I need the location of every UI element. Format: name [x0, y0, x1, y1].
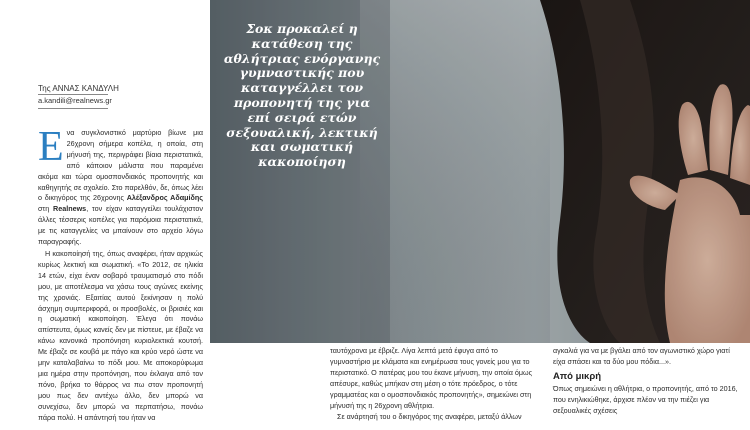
article-column-left [38, 124, 203, 424]
byline-divider [38, 94, 108, 95]
publication-name: Realnews [53, 204, 87, 214]
paragraph-text: , τον είχαν καταγγείλει τουλάχιστον άλλες τέσσερις κοπέλες για παρόμοια περιστατικά, με τις καταγγελίες να μπαίνουν στο αρχείο λόγω παραγραφής. [38, 204, 203, 247]
article-column-middle [330, 345, 540, 422]
byline-author: Της ΑΝΝΑΣ ΚΑΝΔΥΛΗ [38, 84, 119, 93]
paragraph-text: στη [38, 204, 54, 214]
article-paragraph: αγκαλιά για να με βγάλει από τον αγωνιστικό χώρο γιατί είχα σπάσει και τα δύο μου πόδια...». [553, 346, 730, 366]
drop-cap: Ε [38, 124, 64, 170]
section-subhead: Από μικρή [553, 371, 602, 382]
article-paragraph: ταυτόχρονα με έβριζε. Λίγα λεπτά μετά έφυγα από το γυμναστήριο με κλάματα και ενημέρωσα τους γονείς μου για το περιστατικό. Ο πατέρας μου του έκανε μήνυση, την οποία όμως απέσυρε, καθώς μπήκαν στη μέση ο τότε πρόεδρος, ο τότε γραμματέας και ο ομοσπονδιακός προπονητής», σημειώνει στη μήνυσή της η 26χρονη αθλήτρια. [330, 346, 533, 410]
paragraph-text: να συγκλονιστικό μαρτύριο βίωνε μια 26χρονη σήμερα κοπέλα, η οποία, στη μήνυσή της, περιγράφει βίαια περιστατικά, από κάποιον μάλιστα που παραμένει ακόμα και τώρα ομοσπονδιακός προπονητής και καθηγητής σε σχολείο. Στο παρελθόν, δε, όπως λέει ο δικηγόρος της 26χρονης [38, 128, 203, 203]
byline-email[interactable]: a.kandili@realnews.gr [38, 96, 112, 105]
article-paragraph: Όπως σημειώνει η αθλήτρια, ο προπονητής, από το 2016, που ενηλικιώθηκε, άρχισε πλέον να την πιέζει για σεξουαλικές σχέσεις [553, 384, 738, 415]
article-paragraph [38, 124, 203, 248]
lawyer-name: Αλέξανδρος Αδαμίδης [126, 193, 203, 203]
byline-divider [38, 108, 108, 109]
article-column-right [553, 345, 743, 416]
article-paragraph: Σε ανάρτησή του ο δικηγόρος της αναφέρει, μεταξύ άλλων [337, 412, 522, 421]
article-paragraph: Η κακοποίησή της, όπως αναφέρει, ήταν αρχικώς κυρίως λεκτική και σωματική. «Το 2012, σε ηλικία 14 ετών, είχα έναν σοβαρό τραυματισμό στο πόδι μου, με αποτέλεσμα να χάσω τους αγώνες εκείνης της χρονιάς. Εξαιτίας αυτού ξεκίνησαν η πολύ άσχημη συμπεριφορά, οι προσβολές, οι βρισιές και η σωματική κακοποίηση. Έλεγα ότι πονάω απίστευτα, όμως κανείς δεν με πίστευε, με έβαζε να κάνω κανονικά προπόνηση κυριολεκτικά κουτσή. Με έβαζε σε κουβά με πάγο και κρύο νερό ώστε να μην καταλαβαίνω το πόδι μου. Με αποκορύφωμα μια ημέρα στην προπόνηση, που έκλαιγα από τον πόνο, βρήκα το θάρρος να πω στον προπονητή μου πως δεν αντέχω άλλο, δεν μπορώ να συνεχίσω, δεν μπορώ να περπατήσω, πονάω πάρα πολύ. Η απάντησή του ήταν να [38, 248, 203, 422]
article-deck: Σοκ προκαλεί η κατάθεση της αθλήτριας ενόργανης γυμναστικής που καταγγέλλει τον προπονητή της για επί σειρά ετών σεξουαλική, λεκτική και σωματική κακοποίηση [223, 21, 381, 170]
